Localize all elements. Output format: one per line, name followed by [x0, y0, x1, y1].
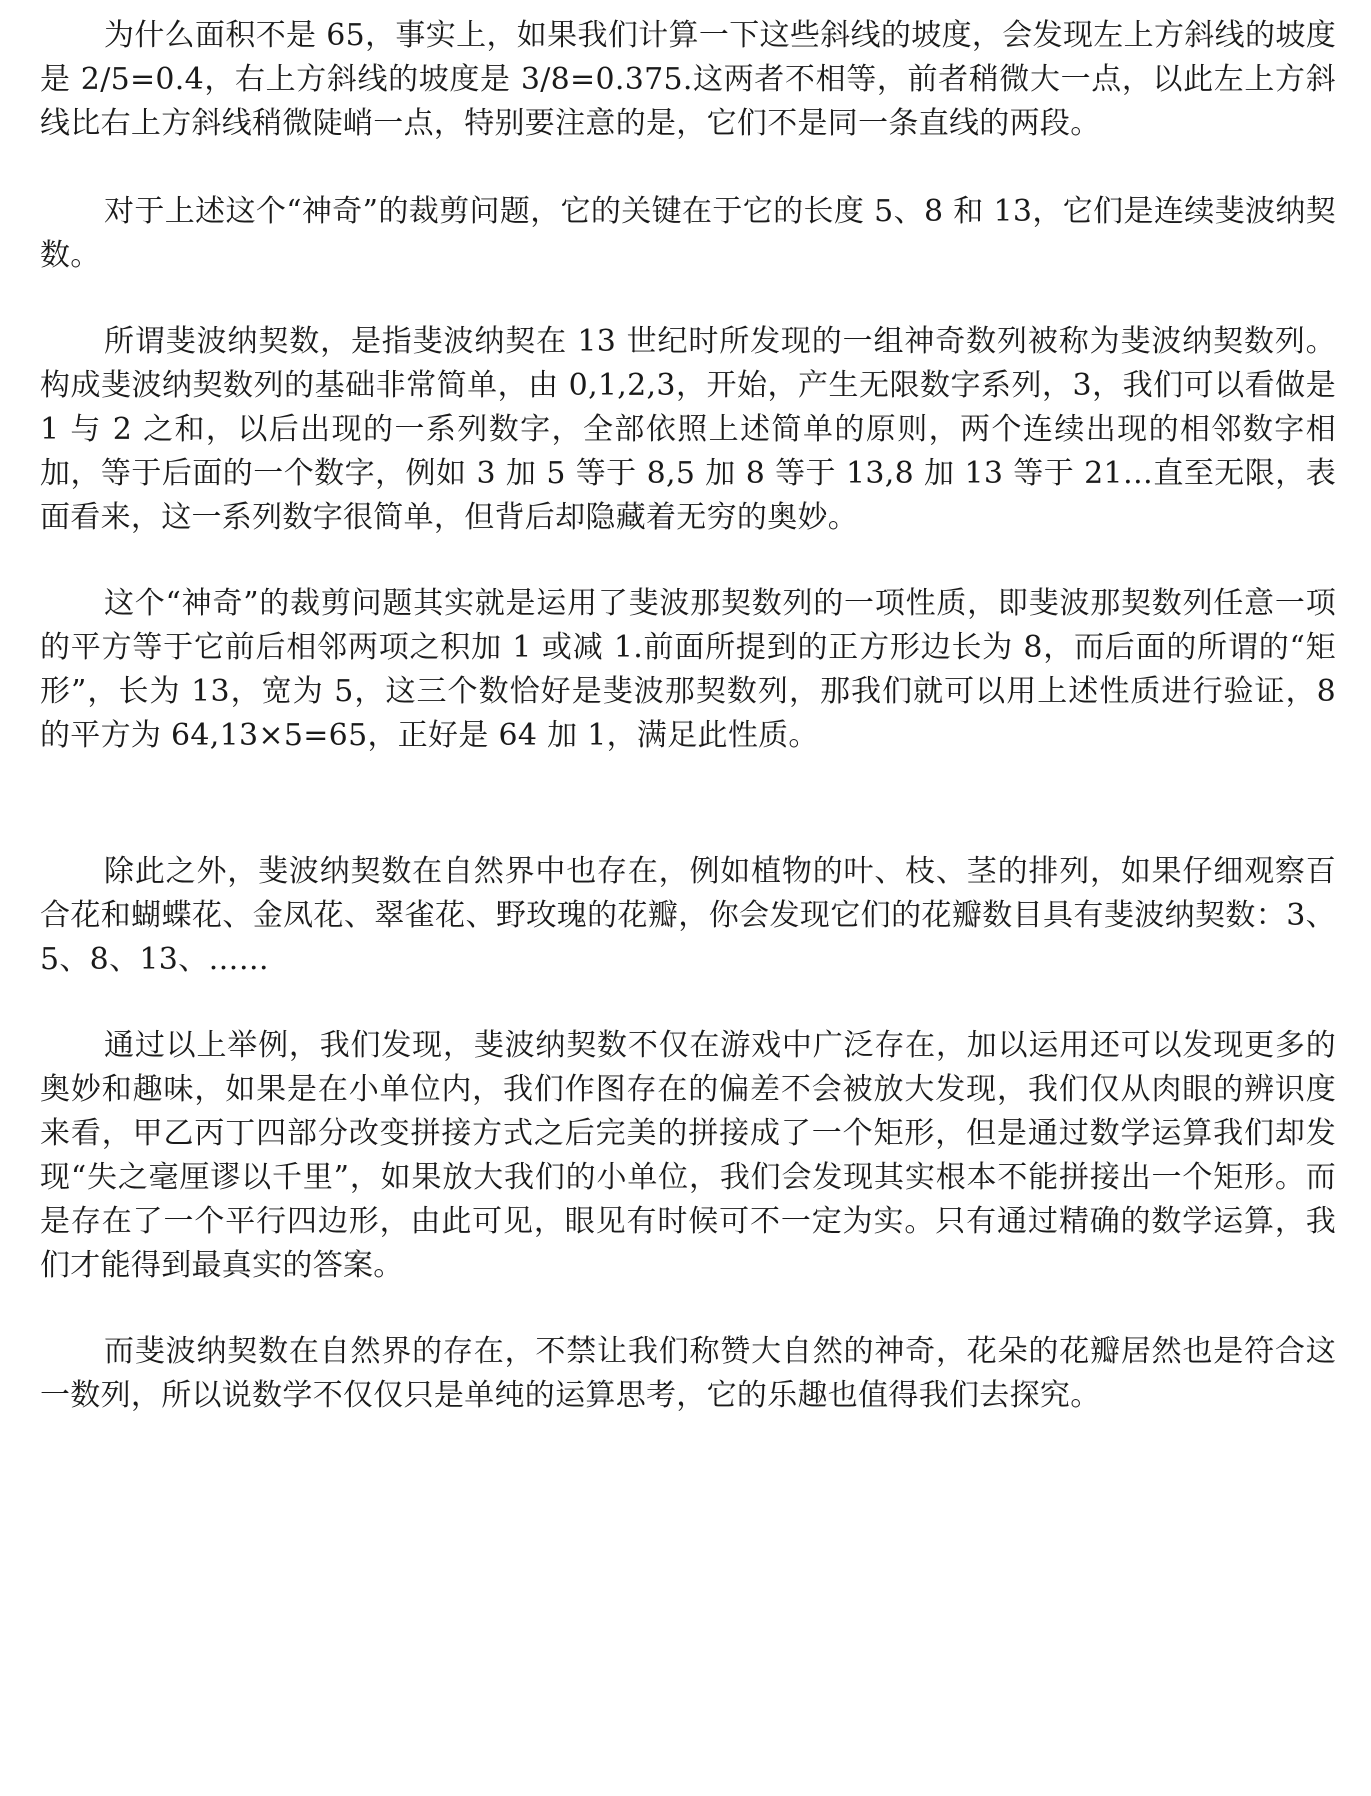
paragraph-nature-examples: 除此之外，斐波纳契数在自然界中也存在，例如植物的叶、枝、茎的排列，如果仔细观察百合花和蝴蝶花、金凤花、翠雀花、野玫瑰的花瓣，你会发现它们的花瓣数目具有斐波纳契数：3、5、8、13、…… — [40, 854, 1336, 977]
paragraph-slope-comparison: 为什么面积不是 65，事实上，如果我们计算一下这些斜线的坡度，会发现左上方斜线的坡度是 2/5=0.4，右上方斜线的坡度是 3/8=0.375.这两者不相等，前者稍微大一点，以此左上方斜线比右上方斜线稍微陡峭一点，特别要注意的是，它们不是同一条直线的两段。 — [40, 18, 1336, 141]
document-body — [40, 14, 1336, 1418]
paragraph-fibonacci-property: 这个“神奇”的裁剪问题其实就是运用了斐波那契数列的一项性质，即斐波那契数列任意一项的平方等于它前后相邻两项之积加 1 或减 1.前面所提到的正方形边长为 8，而后面的所谓的“矩形”，长为 13，宽为 5，这三个数恰好是斐波那契数列，那我们就可以用上述性质进行验证，8 的平方为 64,13×5=65，正好是 64 加 1，满足此性质。 — [40, 586, 1336, 753]
paragraph-closing: 而斐波纳契数在自然界的存在，不禁让我们称赞大自然的神奇，花朵的花瓣居然也是符合这一数列，所以说数学不仅仅只是单纯的运算思考，它的乐趣也值得我们去探究。 — [40, 1334, 1336, 1413]
paragraph-key-lengths: 对于上述这个“神奇”的裁剪问题，它的关键在于它的长度 5、8 和 13，它们是连续斐波纳契数。 — [40, 194, 1336, 273]
paragraph-fibonacci-definition: 所谓斐波纳契数，是指斐波纳契在 13 世纪时所发现的一组神奇数列被称为斐波纳契数列。构成斐波纳契数列的基础非常简单，由 0,1,2,3，开始，产生无限数字系列，3，我们可以看做是 1 与 2 之和，以后出现的一系列数字，全部依照上述简单的原则，两个连续出现的相邻数字相加，等于后面的一个数字，例如 3 加 5 等于 8,5 加 8 等于 13,8 加 13 等于 21…直至无限，表面看来，这一系列数字很简单，但背后却隐藏着无穷的奥妙。 — [40, 324, 1336, 535]
paragraph-conclusion: 通过以上举例，我们发现，斐波纳契数不仅在游戏中广泛存在，加以运用还可以发现更多的奥妙和趣味，如果是在小单位内，我们作图存在的偏差不会被放大发现，我们仅从肉眼的辨识度来看，甲乙丙丁四部分改变拼接方式之后完美的拼接成了一个矩形，但是通过数学运算我们却发现“失之毫厘谬以千里”，如果放大我们的小单位，我们会发现其实根本不能拼接出一个矩形。而是存在了一个平行四边形，由此可见，眼见有时候可不一定为实。只有通过精确的数学运算，我们才能得到最真实的答案。 — [40, 1028, 1336, 1283]
